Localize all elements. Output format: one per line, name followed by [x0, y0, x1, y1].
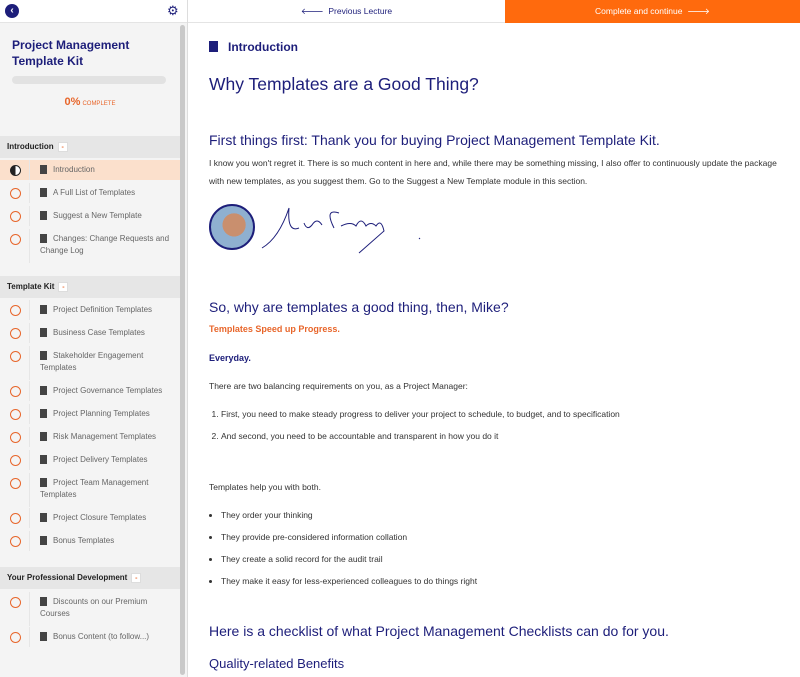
- sidebar-lecture-item[interactable]: [0, 183, 180, 203]
- section-title: Introduction: [7, 142, 54, 152]
- author-avatar: [209, 204, 255, 250]
- complete-label: COMPLETE: [82, 101, 116, 107]
- incomplete-circle-icon: [10, 386, 21, 397]
- course-title: Project Management Template Kit: [12, 38, 130, 68]
- incomplete-circle-icon: [10, 211, 21, 222]
- collapse-toggle[interactable]: -: [58, 282, 68, 292]
- sidebar-lecture-item[interactable]: [0, 229, 180, 263]
- sidebar-lecture-item[interactable]: [0, 323, 180, 343]
- divider: [29, 160, 30, 180]
- lecture-label: Project Delivery Templates: [53, 455, 148, 464]
- lecture-label: Suggest a New Template: [53, 211, 142, 220]
- incomplete-circle-icon: [10, 409, 21, 420]
- bold-subheading: Everyday.: [209, 353, 251, 363]
- sidebar-lecture-item[interactable]: [0, 627, 180, 647]
- collapse-toggle[interactable]: -: [131, 573, 141, 583]
- sidebar-topbar: [0, 0, 187, 23]
- lecture-label: Project Governance Templates: [53, 386, 163, 395]
- complete-continue-button[interactable]: [505, 0, 800, 23]
- lecture-label: Risk Management Templates: [53, 432, 157, 441]
- lecture-label: Project Closure Templates: [53, 513, 147, 522]
- divider: [29, 323, 30, 343]
- scrollbar[interactable]: [180, 25, 185, 675]
- lecture-label: Discounts on our Premium Courses: [40, 597, 148, 618]
- incomplete-circle-icon: [10, 478, 21, 489]
- heading-why: So, why are templates a good thing, then, Mike?: [209, 299, 509, 315]
- progress-percent: 0%: [64, 96, 81, 108]
- section-header[interactable]: [0, 276, 180, 298]
- incomplete-circle-icon: [10, 351, 21, 362]
- previous-lecture-button[interactable]: [188, 0, 505, 23]
- list-item: • They provide pre-considered information collation: [221, 526, 477, 548]
- incomplete-circle-icon: [10, 513, 21, 524]
- heading-1: Why Templates are a Good Thing?: [209, 74, 479, 94]
- divider: [29, 206, 30, 226]
- collapse-toggle[interactable]: -: [58, 142, 68, 152]
- gear-icon[interactable]: ⚙: [167, 3, 179, 18]
- list-item: 2. And second, you need to be accountable and transparent in how you do it: [221, 425, 620, 447]
- divider: [29, 531, 30, 551]
- sidebar-lecture-item[interactable]: [0, 531, 180, 551]
- lecture-label: A Full List of Templates: [53, 188, 136, 197]
- sidebar-lecture-item[interactable]: [0, 508, 180, 528]
- lecture-label: Project Team Management Templates: [40, 478, 149, 499]
- divider: [29, 300, 30, 320]
- lecture-label: Bonus Templates: [53, 536, 115, 545]
- section-header[interactable]: [0, 567, 180, 589]
- sidebar-lecture-item[interactable]: [0, 346, 180, 380]
- lecture-label: Stakeholder Engagement Templates: [40, 351, 144, 372]
- divider: [29, 229, 30, 263]
- list-item: • They order your thinking: [221, 504, 477, 526]
- orange-subheading: Templates Speed up Progress.: [209, 324, 340, 334]
- templates-help-paragraph: Templates help you with both.: [209, 482, 321, 492]
- divider: [29, 508, 30, 528]
- divider: [29, 450, 30, 470]
- incomplete-circle-icon: [10, 597, 21, 608]
- incomplete-circle-icon: [10, 305, 21, 316]
- incomplete-circle-icon: [10, 536, 21, 547]
- incomplete-circle-icon: [10, 432, 21, 443]
- sidebar-lecture-item[interactable]: [0, 450, 180, 470]
- progress-bar: [12, 76, 166, 84]
- prev-label: Previous Lecture: [328, 6, 393, 16]
- file-icon: [209, 41, 218, 52]
- requirements-paragraph: There are two balancing requirements on you, as a Project Manager:: [209, 381, 468, 391]
- back-icon[interactable]: ‹: [5, 4, 19, 18]
- list-item: • They create a solid record for the audit trail: [221, 548, 477, 570]
- sidebar: [0, 0, 188, 677]
- lecture-label: Project Definition Templates: [53, 305, 153, 314]
- incomplete-circle-icon: [10, 632, 21, 643]
- list-item: 1. First, you need to make steady progress to deliver your project to schedule, to budget, and to specification: [221, 403, 620, 425]
- divider: [29, 381, 30, 401]
- sidebar-lecture-item[interactable]: [0, 381, 180, 401]
- divider: [29, 473, 30, 507]
- in-progress-icon: [10, 165, 21, 176]
- sidebar-lecture-item[interactable]: [0, 427, 180, 447]
- arrow-left-icon: 🡐: [300, 6, 326, 16]
- divider: [29, 627, 30, 647]
- main-content: [188, 0, 800, 677]
- incomplete-circle-icon: [10, 455, 21, 466]
- incomplete-circle-icon: [10, 328, 21, 339]
- divider: [29, 404, 30, 424]
- sidebar-lecture-item[interactable]: [0, 206, 180, 226]
- heading-checklist: Here is a checklist of what Project Management Checklists can do for you.: [209, 623, 669, 639]
- next-label: Complete and continue: [595, 6, 683, 16]
- divider: [29, 427, 30, 447]
- signature-image: [259, 198, 429, 258]
- sidebar-lecture-item[interactable]: [0, 160, 180, 180]
- lecture-title-text: Introduction: [228, 40, 298, 54]
- divider: [29, 592, 30, 626]
- sidebar-lecture-item[interactable]: [0, 300, 180, 320]
- requirements-list: [221, 403, 620, 447]
- list-item: • They make it easy for less-experienced colleagues to do things right: [221, 570, 477, 592]
- divider: [29, 346, 30, 380]
- section-title: Your Professional Development: [7, 573, 128, 583]
- sidebar-lecture-item[interactable]: [0, 473, 180, 507]
- progress-text: [0, 92, 180, 110]
- divider: [29, 183, 30, 203]
- lecture-title: [209, 40, 298, 54]
- intro-paragraph: I know you won't regret it. There is so much content in here and, while there may be something missing, I also offer to continuously update the package with new templates, as you suggest them. Go to the Suggest a New Template module in this section.: [209, 158, 777, 186]
- incomplete-circle-icon: [10, 234, 21, 245]
- lecture-label: Introduction: [53, 165, 95, 174]
- sidebar-lecture-item[interactable]: [0, 592, 180, 626]
- benefits-list: [221, 504, 477, 592]
- section-header[interactable]: [0, 136, 180, 158]
- incomplete-circle-icon: [10, 188, 21, 199]
- arrow-right-icon: 🡒: [687, 6, 710, 16]
- lecture-nav: [188, 0, 800, 23]
- sidebar-lecture-item[interactable]: [0, 404, 180, 424]
- section-title: Template Kit: [7, 282, 55, 292]
- lecture-label: Bonus Content (to follow...): [53, 632, 150, 641]
- heading-thanks: First things first: Thank you for buying Project Management Template Kit.: [209, 132, 660, 148]
- lecture-label: Project Planning Templates: [53, 409, 150, 418]
- heading-quality: Quality-related Benefits: [209, 656, 345, 671]
- lecture-label: Business Case Templates: [53, 328, 145, 337]
- lecture-label: Changes: Change Requests and Change Log: [40, 234, 170, 255]
